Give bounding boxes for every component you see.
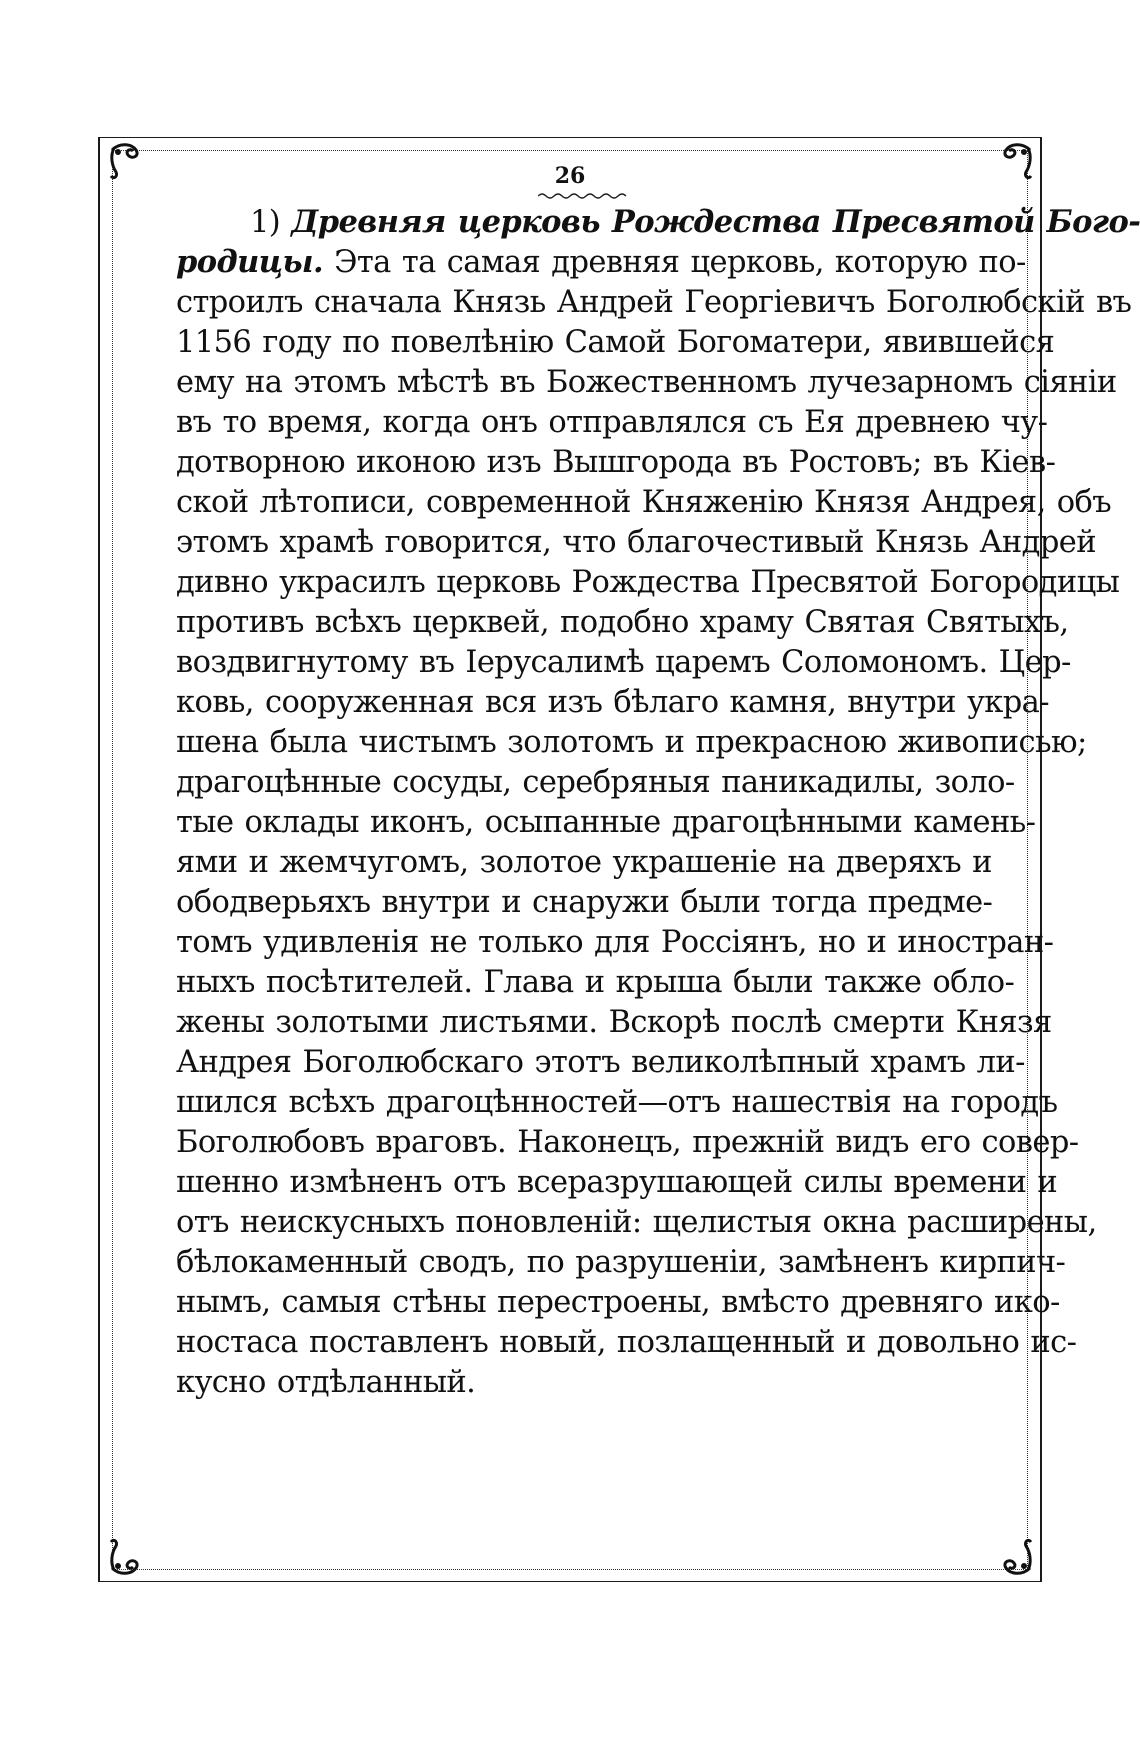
text-line: Андрея Боголюбскаго этотъ великолѣпный храмъ ли- [176,1045,1025,1080]
text-line: дивно украсилъ церковь Рождества Пресвятой Богородицы [176,565,1120,600]
paragraph-second-line [176,240,1026,285]
paragraph-title: Древняя церковь Рождества Пресвятой Бого- [291,204,1140,240]
text-line: Эта та самая древняя церковь, которую по- [334,245,1026,280]
text-line: ями и жемчугомъ, золотое украшеніе на дверяхъ и [176,845,992,880]
body-paragraph [176,200,1140,1560]
text-line: Боголюбовъ враговъ. Наконецъ, прежній видъ его совер- [176,1125,1079,1160]
text-line: шился всѣхъ драгоцѣнностей—отъ нашествія на городъ [176,1085,1058,1120]
text-line: кусно отдѣланный. [176,1365,476,1400]
text-line: дотворною иконою изъ Вышгорода въ Ростовъ; въ Кіев- [176,445,1056,480]
text-line: ковь, сооруженная вся изъ бѣлаго камня, внутри укра- [176,685,1049,720]
text-line: шенно измѣненъ отъ всеразрушающей силы времени и [176,1165,1058,1200]
page-number: 26 [554,163,586,189]
text-line: ностаса поставленъ новый, позлащенный и довольно ис- [176,1325,1077,1360]
paragraph-first-line [176,200,1140,245]
text-line: отъ неискусныхъ поновленій: щелистыя окна расширены, [176,1205,1097,1240]
paragraph-title-end: родицы. [176,244,324,280]
flourish-icon [106,1528,156,1578]
text-line: воздвигнутому въ Іерусалимѣ царемъ Соломономъ. Цер- [176,645,1071,680]
paragraph-marker: 1) [250,205,281,240]
text-line: шена была чистымъ золотомъ и прекрасною живописью; [176,725,1087,760]
text-line: ской лѣтописи, современной Княженію Князя Андрея, объ [176,485,1112,520]
text-line: этомъ храмѣ говорится, что благочестивый Князь Андрей [176,525,1096,560]
page-number-container [0,163,1140,189]
text-line: драгоцѣнные сосуды, серебряныя паникадилы, золо- [176,765,1015,800]
text-line: 1156 году по повелѣнію Самой Богоматери, явившейся [176,325,1055,360]
text-line: ныхъ посѣтителей. Глава и крыша были также обло- [176,965,1015,1000]
flourish-icon [986,1528,1036,1578]
text-line: ему на этомъ мѣстѣ въ Божественномъ лучезарномъ сіяніи [176,365,1117,400]
text-line: жены золотыми листьями. Вскорѣ послѣ смерти Князя [176,1005,1052,1040]
text-line: строилъ сначала Князь Андрей Георгіевичъ Боголюбскій въ [176,285,1132,320]
text-line: ободверьяхъ внутри и снаружи были тогда предме- [176,885,993,920]
text-line: въ то время, когда онъ отправлялся съ Ея древнею чу- [176,405,1048,440]
text-line: нымъ, самыя стѣны перестроены, вмѣсто древняго ико- [176,1285,1060,1320]
text-line: томъ удивленія не только для Россіянъ, но и иностран- [176,925,1054,960]
text-line: бѣлокаменный сводъ, по разрушеніи, замѣненъ кирпич- [176,1245,1066,1280]
text-line: тые оклады иконъ, осыпанные драгоцѣнными камень- [176,805,1036,840]
text-line: противъ всѣхъ церквей, подобно храму Святая Святыхъ, [176,605,1069,640]
